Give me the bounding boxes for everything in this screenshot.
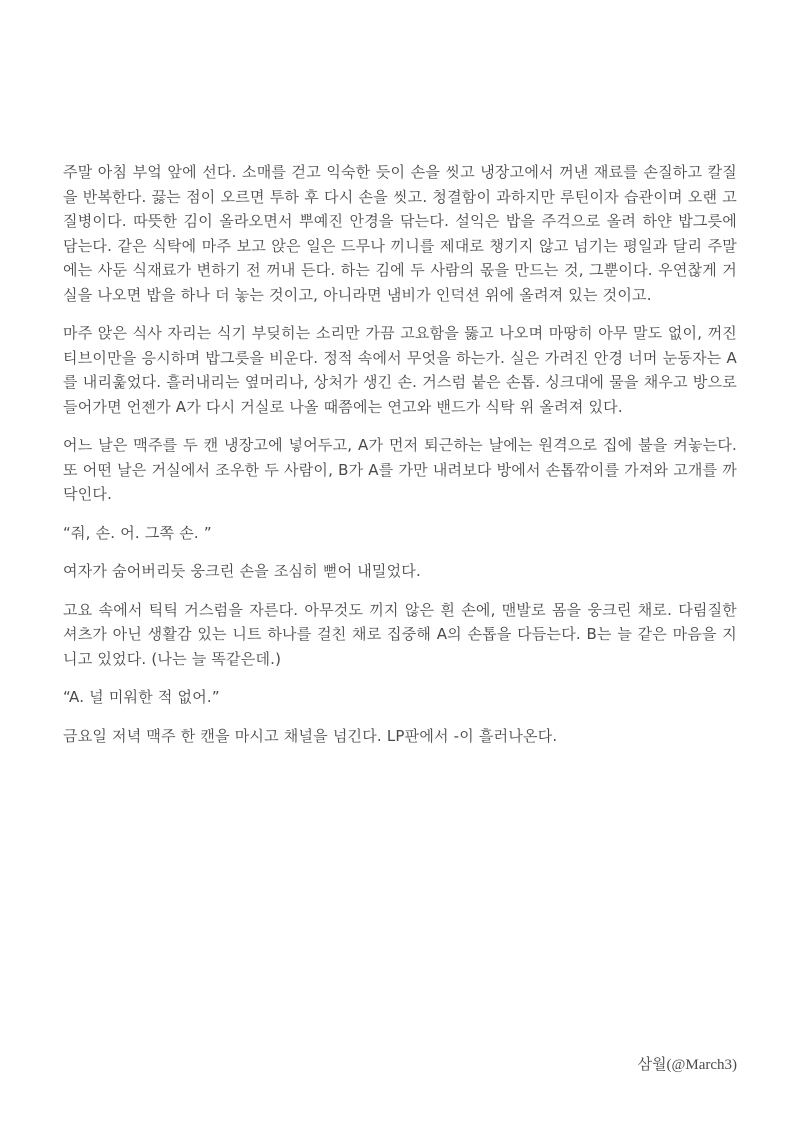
author-signature: 삼월(@March3) (637, 1057, 737, 1073)
paragraph-silent-meal: 마주 앉은 식사 자리는 식기 부딪히는 소리만 가끔 고요함을 뚫고 나오며 마땅히 아무 말도 없이, 꺼진 티브이만을 응시하며 밥그릇을 비운다. 정적 속에서 무엇을 하는가. 실은 가려진 안경 너머 눈동자는 A를 내리훑었다. 흘러내리는 옆머리나, 상처가 생긴 손. 거스럼 붙은 손톱. 싱크대에 물을 채우고 방으로 들어가면 언젠가 A가 다시 거실로 나올 때쯤에는 연고와 밴드가 식탁 위 올려져 있다. (63, 324, 737, 416)
dialogue-never-hated: “A. 널 미워한 적 없어.” (63, 688, 220, 706)
text-content (63, 160, 737, 762)
paragraph-nail-trimming: 고요 속에서 틱틱 거스럼을 자른다. 아무것도 끼지 않은 흰 손에, 맨발로 몸을 웅크린 채로. 다림질한 셔츠가 아닌 생활감 있는 니트 하나를 걸친 채로 집중해 A의 손톱을 다듬는다. B는 늘 같은 마음을 지니고 있었다. (나는 늘 똑같은데.) (63, 600, 737, 668)
paragraph-woman-hand: 여자가 숨어버리듯 웅크린 손을 조심히 뻗어 내밀었다. (63, 562, 421, 580)
dialogue-give-hand: “줘, 손. 어. 그쪽 손. ” (63, 523, 212, 542)
paragraph-some-days: 어느 날은 맥주를 두 캔 냉장고에 넣어두고, A가 먼저 퇴근하는 날에는 원격으로 집에 불을 켜놓는다. 또 어떤 날은 거실에서 조우한 두 사람이, B가 A를 가만 내려보다 방에서 손톱깎이를 가져와 고개를 까닥인다. (63, 436, 737, 503)
paragraph-friday-evening: 금요일 저녁 맥주 한 캔을 마시고 채널을 넘긴다. LP판에서 -이 흘러나온다. (63, 726, 558, 745)
paragraph-weekend-kitchen: 주말 아침 부엌 앞에 선다. 소매를 걷고 익숙한 듯이 손을 씻고 냉장고에서 꺼낸 재료를 손질하고 칼질을 반복한다. 끓는 점이 오르면 투하 후 다시 손을 씻고. 청결함이 과하지만 루틴이자 습관이며 오랜 고질병이다. 따뜻한 김이 올라오면서 뿌예진 안경을 닦는다. 설익은 밥을 주걱으로 올려 하얀 밥그릇에 담는다. 같은 식탁에 마주 보고 앉은 일은 드무나 끼니를 제대로 챙기지 않고 넘기는 평일과 달리 주말에는 사둔 식재료가 변하기 전 꺼내 든다. 하는 김에 두 사람의 몫을 만드는 것, 그뿐이다. 우연찮게 거실을 나오면 밥을 하나 더 놓는 것이고, 아니라면 냄비가 인덕션 위에 올려져 있는 것이고. (63, 163, 737, 304)
